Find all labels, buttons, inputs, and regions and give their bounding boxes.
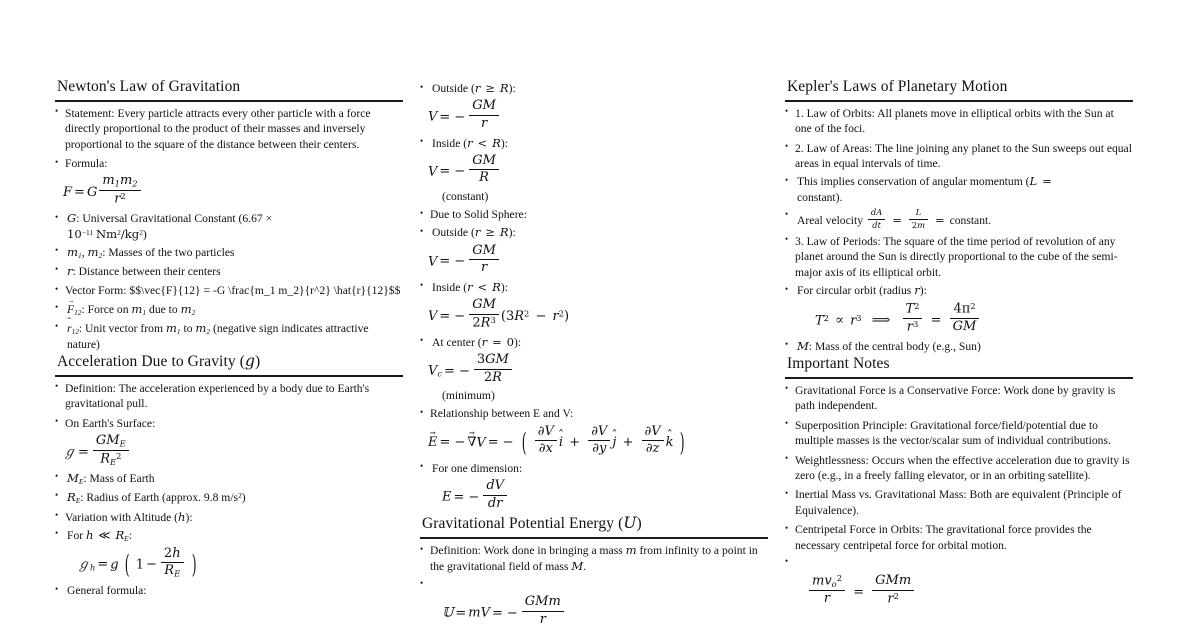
- list-item: • r ˆ$_{12}$: Unit vector from $m_1$ to $m_2$ (negative sign indicates attractive nature): [55, 321, 403, 352]
- radius-earth-label: Radius of Earth (approx. 9.8 m/s: [86, 490, 239, 504]
- equation-g-surface: ℊ = $\frac{GM_E}{R_E^2}$: [55, 434, 403, 467]
- inside-label: Inside (: [432, 136, 468, 150]
- note-title: Inertial Mass vs. Gravitational Mass:: [795, 488, 967, 502]
- note-body: Occurs when the effective acceleration due to gravity is zero (e.g., in a freely falling elevator, or in an orbiting satellite).: [795, 453, 1130, 482]
- one-dimension-list: [420, 461, 768, 476]
- statement-body: Every particle attracts every other particle with a force directly proportional to the product of their masses and inversely proportional to the square of the distance between their centers.: [65, 106, 371, 151]
- force-on-label: Force on: [87, 302, 129, 316]
- g-constant-text: Universal Gravitational Constant (6.67: [82, 212, 263, 226]
- at-center-list: [420, 335, 768, 350]
- for-label: For: [67, 528, 84, 542]
- list-item: • r: Distance between their centers: [55, 264, 403, 279]
- law3-title: 3. Law of Periods:: [795, 234, 881, 248]
- list-item: • $F \to_{12}$: Force on $m_1$ due to $m_2$: [55, 302, 403, 318]
- circular-orbit-a: For circular orbit (radius: [797, 284, 912, 298]
- equation-v-center: $V_c$ = − $\frac{3GM}{2R}$: [420, 353, 768, 385]
- r-label: Distance between their centers: [78, 264, 221, 278]
- note-title: Centripetal Force in Orbits:: [795, 523, 923, 537]
- g-constant-exp: −11: [81, 227, 94, 237]
- heading-tail: ): [255, 352, 261, 370]
- areal-velocity-fraction: $\frac{dA}{dt}$: [868, 208, 885, 230]
- equation-newton-force: F = G $\frac{m_1m_2}{r^2}$: [55, 174, 403, 207]
- one-dimension-label: For one dimension:: [432, 461, 523, 475]
- heading-var: U: [623, 514, 637, 533]
- equation-e-one-dimension: E = − $\frac{dV}{dr}$: [420, 479, 768, 511]
- list-item: [785, 106, 1133, 137]
- list-item-empty-bullet: [420, 577, 768, 592]
- equation-v-inside-solid: V = − $\frac{GM}{2R^3}$ $(3R^2 - r^2)$: [428, 297, 570, 331]
- section-heading-newtons-law: Newton's Law of Gravitation: [55, 78, 403, 102]
- list-item: [420, 207, 768, 222]
- minimum-note: (minimum): [442, 389, 495, 403]
- list-item: [55, 583, 403, 598]
- list-item: • This implies conservation of angular momentum (L = constant).: [785, 174, 1133, 205]
- definition-label: Definition:: [430, 544, 481, 558]
- newtons-law-list: [55, 106, 403, 172]
- list-item: • At center (r = 0):: [420, 335, 768, 350]
- heading-main: Gravitational Potential Energy (: [422, 515, 624, 533]
- list-item: • M: Mass of the central body (e.g., Sun): [785, 339, 1133, 354]
- g-unit-a: Nm: [95, 226, 118, 241]
- equation-v-outside-shell: V = − $\frac{GM}{r}$: [420, 99, 768, 131]
- g-constant-base: 10: [67, 226, 82, 241]
- list-item: • $R_E$: Radius of Earth (approx. 9.8 $m/s^2$): [55, 490, 403, 506]
- section-heading-keplers-laws: Kepler's Laws of Planetary Motion: [785, 78, 1133, 102]
- to-label: to: [183, 321, 193, 335]
- central-mass-label: Mass of the central body (e.g., Sun): [815, 339, 981, 353]
- list-item: • $M_E$: Mass of Earth: [55, 471, 403, 487]
- note-body: Both are equivalent (Principle of Equivalence).: [795, 488, 1122, 517]
- list-item: • For circular orbit (radius r):: [785, 283, 1133, 298]
- equation-v-outside-solid: V = − $\frac{GM}{r}$: [420, 244, 768, 276]
- relationship-list: [420, 406, 768, 421]
- section-heading-important-notes: Important Notes: [785, 355, 1133, 379]
- general-formula-list: [55, 583, 403, 598]
- list-item: [420, 461, 768, 476]
- vector-form-raw-latex: $$\vec{F}{12} = -G \frac{m_1 m_2}{r^2} \hat{r}{12}$$: [129, 284, 401, 298]
- law2-sub1-b: constant).: [797, 190, 843, 204]
- column-one: [55, 78, 403, 626]
- variation-pre: Variation with Altitude (: [65, 510, 179, 524]
- relationship-label: Relationship between E and V:: [430, 407, 574, 421]
- list-item: [55, 283, 403, 298]
- definition-body: The acceleration experienced by a body due to Earth's gravitational pull.: [65, 381, 370, 411]
- section-heading-potential-energy: [420, 515, 768, 539]
- important-notes-list: [785, 383, 1133, 571]
- list-item: [785, 522, 1133, 553]
- g-unit-b: /kg: [120, 226, 140, 241]
- vector-form-list: [55, 283, 403, 352]
- circular-orbit-b: ):: [919, 284, 927, 298]
- law2-sub1-a: This implies conservation of angular momentum (: [797, 175, 1030, 189]
- list-item: • $m_1$, $m_2$: Masses of the two particles: [55, 245, 403, 261]
- due-to-label: due to: [149, 302, 178, 316]
- outside-label: Outside (: [432, 226, 475, 240]
- heading-var: g: [244, 351, 255, 370]
- variation-post: ):: [185, 510, 193, 524]
- heading-tail: ): [636, 515, 642, 533]
- list-item: [55, 106, 403, 152]
- solid-sphere-label: Due to Solid Sphere:: [430, 208, 527, 221]
- column-three: [785, 78, 1133, 626]
- inside-solid-list: [420, 280, 768, 295]
- list-item: [785, 453, 1133, 484]
- mass-earth-label: Mass of Earth: [89, 471, 155, 485]
- keplers-laws-list: [785, 106, 1133, 299]
- list-item: [55, 156, 403, 171]
- equation-potential-energy: 𝕌 = mV = − $\frac{\text{GMm}}{r}$: [420, 595, 768, 626]
- list-item: • Definition: Work done in bringing a mass m from infinity to a point in the gravitational field of mass M.: [420, 543, 768, 574]
- potential-energy-list: [420, 543, 768, 592]
- note-body: Work done by gravity is path independent.: [795, 383, 1116, 413]
- equation-g-altitude: ℊ$_h$ = g ( 1 − $\frac{2h}{R_E}$ ): [77, 545, 197, 580]
- masses-label: Masses of the two particles: [108, 245, 235, 259]
- newtons-law-sublist: [55, 211, 403, 279]
- inside-shell-list: [420, 136, 768, 151]
- solid-sphere-list: [420, 207, 768, 241]
- law2-title: 2. Law of Areas:: [795, 141, 873, 155]
- law3-body: The square of the time period of revolution of any planet around the Sun is directly proportional to the cube of the semi-major axis of its elliptical orbit.: [795, 234, 1118, 279]
- list-item: • For h ≪ $R_E$:: [55, 528, 403, 544]
- equation-v-inside-shell: V = − $\frac{GM}{R}$: [420, 154, 768, 186]
- list-item: • Areal velocity $\frac{dA}{dt}$ = $\frac{L}{2m}$ = constant.: [785, 208, 1133, 230]
- note-body: The gravitational force provides the necessary centripetal force for orbital motion.: [795, 523, 1092, 552]
- note-body: Gravitational force/field/potential due to multiple masses is the vector/scalar sum of individual contributions.: [795, 418, 1111, 448]
- general-formula-label: General formula:: [67, 584, 147, 598]
- law1-title: 1. Law of Orbits:: [795, 106, 875, 120]
- list-item: [55, 381, 403, 412]
- outside-label: Outside (: [432, 82, 475, 95]
- close-paren: ):: [508, 82, 516, 95]
- definition-end: .: [583, 559, 587, 573]
- acceleration-sublist: [55, 471, 403, 544]
- law2-sub2-b: constant.: [949, 214, 992, 228]
- list-item-empty-bullet: [785, 556, 1133, 571]
- constant-note: (constant): [442, 190, 489, 203]
- law1-body: All planets move in elliptical orbits with the Sun at one of the foci.: [795, 106, 1114, 136]
- definition-part-a: Work done in bringing a mass: [483, 544, 623, 558]
- formula-label: Formula:: [65, 157, 108, 171]
- law2-sub2-a: Areal velocity: [797, 214, 863, 228]
- acceleration-list: [55, 381, 403, 431]
- at-center-label: At center (: [432, 335, 482, 349]
- unit-vector-label: Unit vector from: [85, 321, 163, 335]
- list-item: [55, 416, 403, 431]
- angular-momentum-fraction: $\frac{L}{2m}$: [909, 208, 928, 230]
- note-title: Gravitational Force is a Conservative Force:: [795, 383, 1001, 397]
- list-item: [785, 487, 1133, 518]
- vector-form-label: Vector Form:: [65, 284, 127, 298]
- list-item: [420, 406, 768, 421]
- list-item: [785, 141, 1133, 172]
- heading-main: Acceleration Due to Gravity (: [57, 352, 245, 370]
- list-item: • Outside (r ≥ R):: [420, 225, 768, 240]
- statement-label: Statement:: [65, 106, 115, 120]
- equation-e-grad-v: E → = − ∇ →V = − ( $\frac{\partial V}{\partial x}$ i ˆ + $\frac{\partial V}{\partial y}$ j ˆ + $\frac{\partial V}{\partial z}$ k ˆ ): [420, 425, 768, 457]
- list-item: • Outside (r ≥ R):: [420, 81, 768, 96]
- on-surface-label: On Earth's Surface:: [65, 416, 156, 430]
- equation-law-of-periods: $T^2 \propto r^3$ ⟹ $\frac{T^2}{r^3}$ = $\frac{4\pi^2}{GM}$: [785, 302, 1133, 335]
- list-item: • Inside (r < R):: [420, 136, 768, 151]
- law2-body: The line joining any planet to the Sun sweeps out equal areas in equal intervals of time.: [795, 141, 1132, 171]
- section-heading-acceleration-gravity: [55, 353, 403, 377]
- list-item: [785, 234, 1133, 280]
- inside-label: Inside (: [432, 280, 468, 294]
- list-item: • G: Universal Gravitational Constant (6.67 × $10^{-11}$ $Nm^2/kg^2$): [55, 211, 403, 242]
- definition-label: Definition:: [65, 381, 116, 395]
- equation-orbital-centripetal: $\frac{mv_o^2}{r}$ = $\frac{\text{GMm}}{r^2}$: [785, 574, 1133, 607]
- potential-shell-list: [420, 81, 768, 96]
- column-two: [420, 78, 768, 626]
- list-item: [785, 383, 1133, 414]
- note-title: Weightlessness:: [795, 453, 869, 467]
- note-title: Superposition Principle:: [795, 418, 908, 432]
- central-mass-list: [785, 339, 1133, 354]
- times-icon: ×: [265, 212, 273, 226]
- list-item: [785, 418, 1133, 449]
- list-item: • Inside (r < R):: [420, 280, 768, 295]
- attractive-note: (negative sign indicates attractive nature): [67, 321, 369, 351]
- definition-part-b: from infinity to a point in the gravitational field of mass: [430, 544, 758, 573]
- list-item: • Variation with Altitude (h):: [55, 510, 403, 525]
